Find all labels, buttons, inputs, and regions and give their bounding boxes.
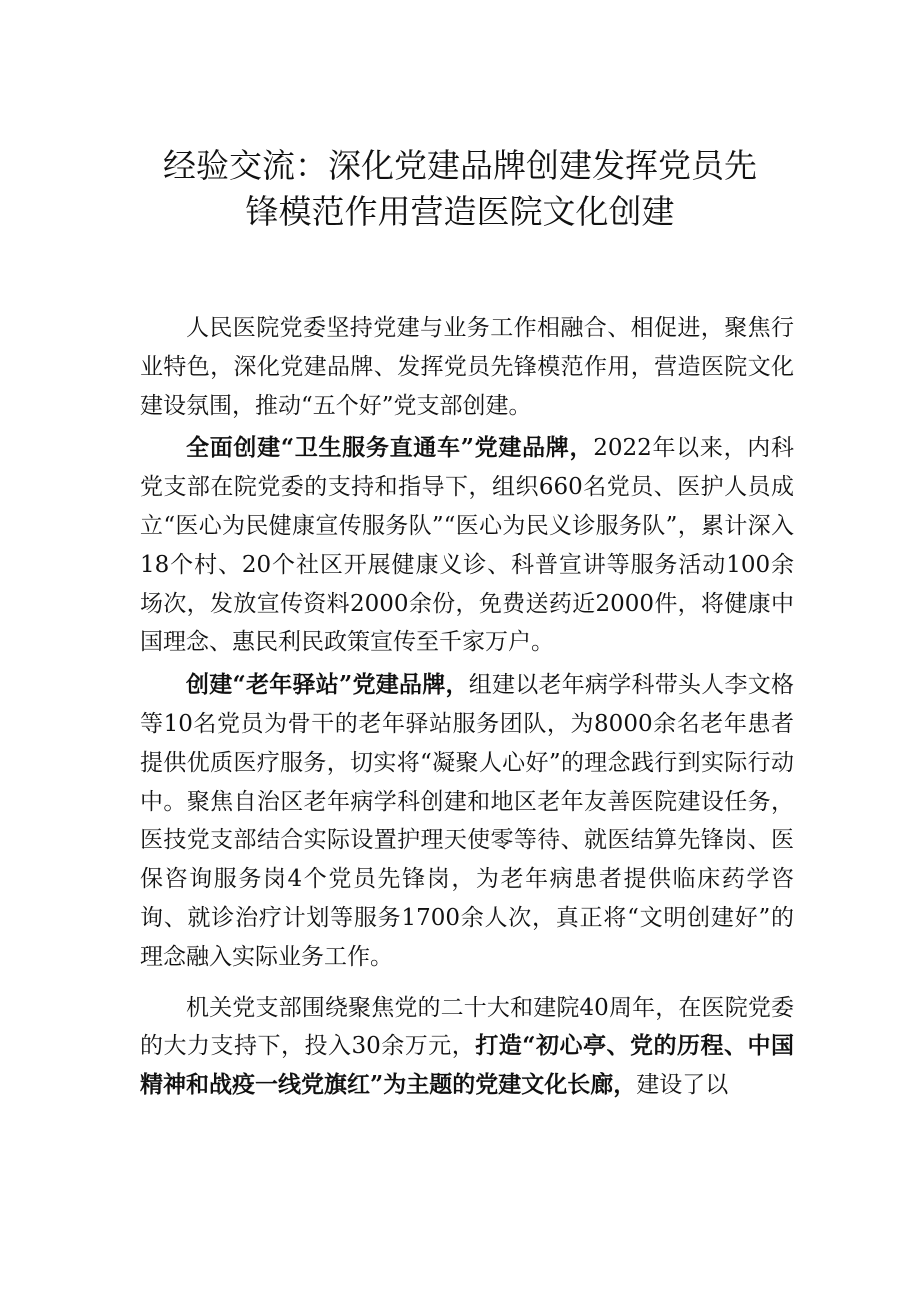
paragraph-lead-text: 机关党支部围绕聚焦党的二十大和建院40周年，在医院党委的大力支持下，投入30余万元， (140, 994, 794, 1060)
paragraph-text: 人民医院党委坚持党建与业务工作相融合、相促进，聚焦行业特色，深化党建品牌、发挥党员先锋模范作用，营造医院文化建设氛围，推动“五个好”党支部创建。 (140, 315, 794, 419)
paragraph-heading: 全面创建“卫生服务直通车”党建品牌， (186, 434, 594, 462)
paragraph-culture-corridor (140, 989, 794, 1105)
paragraph-text: 组建以老年病学科带头人李文格等10名党员为骨干的老年驿站服务团队，为8000余名老年患者提供优质医疗服务，切实将“凝聚人心好”的理念践行到实际行动中。聚焦自治区老年病学科创建和地区老年友善医院建设任务，医技党支部结合实际设置护理天使零等待、就医结算先锋岗、医保咨询服务岗4个党员先锋岗，为老年病患者提供临床药学咨询、就诊治疗计划等服务1700余人次，真正将“文明创建好”的理念融入实际业务工作。 (140, 672, 795, 970)
paragraph-text: 建设了以 (636, 1072, 729, 1099)
document-body (140, 309, 794, 1105)
paragraph-health-service-brand (140, 429, 794, 662)
paragraph-elderly-station-brand (140, 666, 794, 976)
paragraph-heading: 创建“老年驿站”党建品牌， (186, 671, 469, 699)
paragraph-text: 2022年以来，内科党支部在院党委的支持和指导下，组织660名党员、医护人员成立“医心为民健康宣传服务队”“医心为民义诊服务队”，累计深入18个村、20个社区开展健康义诊、科普宣讲等服务活动100余场次，发放宣传资料2000余份，免费送药近2000件，将健康中国理念、惠民利民政策宣传至千家万户。 (140, 435, 794, 656)
paragraph-intro (140, 309, 794, 425)
document-title-line-1: 经验交流：深化党建品牌创建发挥党员先 (163, 146, 757, 185)
paragraph-heading: 打造“初心亭、党的历程、中国精神和战疫一线党旗红”为主题的党建文化长廊， (140, 1032, 794, 1099)
document-title-line-2: 锋模范作用营造医院文化创建 (245, 192, 675, 231)
